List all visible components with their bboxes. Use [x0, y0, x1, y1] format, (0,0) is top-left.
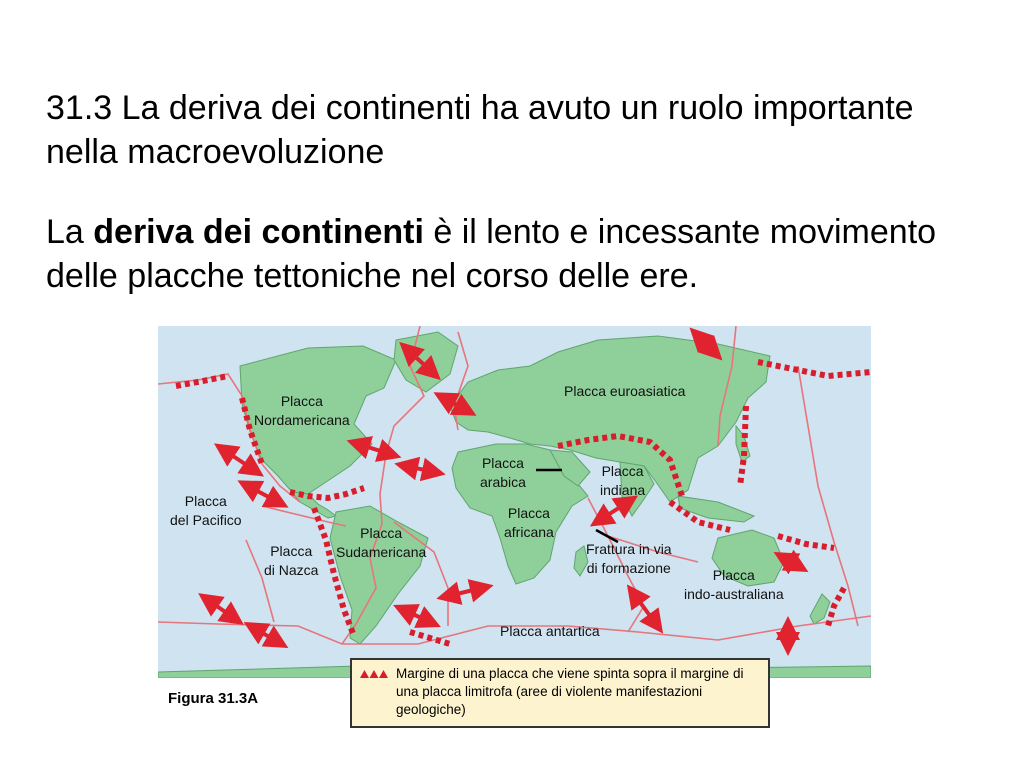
- slide-title: 31.3 La deriva dei continenti ha avuto un ruolo importante nella macroevoluzione: [46, 89, 914, 171]
- tonga-trench: [778, 536, 834, 548]
- label-north-american-plate: Placca Nordamericana: [254, 393, 350, 428]
- intro-text-start: La: [46, 213, 94, 251]
- label-indian-plate: Placca indiana: [600, 463, 646, 498]
- label-eurasian-plate: Placca euroasiatica: [564, 383, 686, 399]
- subduction-triangles-icon: [360, 668, 388, 678]
- intro-paragraph: [46, 210, 1006, 298]
- tectonic-plates-map: [158, 326, 871, 678]
- arrow-south-atlantic: [404, 610, 430, 622]
- western-pacific-boundary: [798, 366, 858, 626]
- arrow-east-pacific: [248, 486, 278, 502]
- label-pacific-plate: Placca del Pacifico: [170, 493, 242, 528]
- arrow-north-pacific: [224, 450, 254, 470]
- arrow-australia: [784, 558, 798, 566]
- label-indo-australian-plate: Placca indo-australiana: [684, 567, 784, 602]
- arrow-indian-south: [634, 594, 656, 624]
- intro-text-end: è il lento e incessante movimento delle placche tettoniche nel corso delle ere.: [46, 213, 937, 295]
- arrow-africa: [448, 588, 482, 596]
- japan-trench: [758, 362, 871, 376]
- map-legend: [350, 658, 770, 728]
- label-african-plate: Placca africana: [504, 505, 554, 540]
- arrow-indian-ocean: [600, 502, 628, 520]
- label-south-american-plate: Placca Sudamericana: [336, 525, 427, 560]
- label-nazca-plate: Placca di Nazca: [264, 543, 319, 578]
- label-antarctic-plate: Placca antartica: [500, 623, 600, 639]
- arrow-pacific-far: [254, 628, 278, 642]
- new-zealand-islands: [810, 594, 830, 624]
- figure-caption: Figura 31.3A: [168, 690, 259, 707]
- label-rift-forming: Frattura in via di formazione: [586, 541, 672, 576]
- greenland-landmass: [394, 332, 458, 392]
- legend-description: Margine di una placca che viene spinta sopra il margine di una placca limitrofa (aree di violente manifestazioni geologiche): [396, 666, 744, 717]
- southeast-asia-islands: [678, 496, 754, 522]
- arrow-south-pacific: [208, 600, 234, 618]
- label-arabian-plate: Placca arabica: [480, 455, 526, 490]
- arrow-mid-atlantic: [406, 466, 434, 472]
- intro-bold-term: deriva dei continenti: [93, 213, 424, 251]
